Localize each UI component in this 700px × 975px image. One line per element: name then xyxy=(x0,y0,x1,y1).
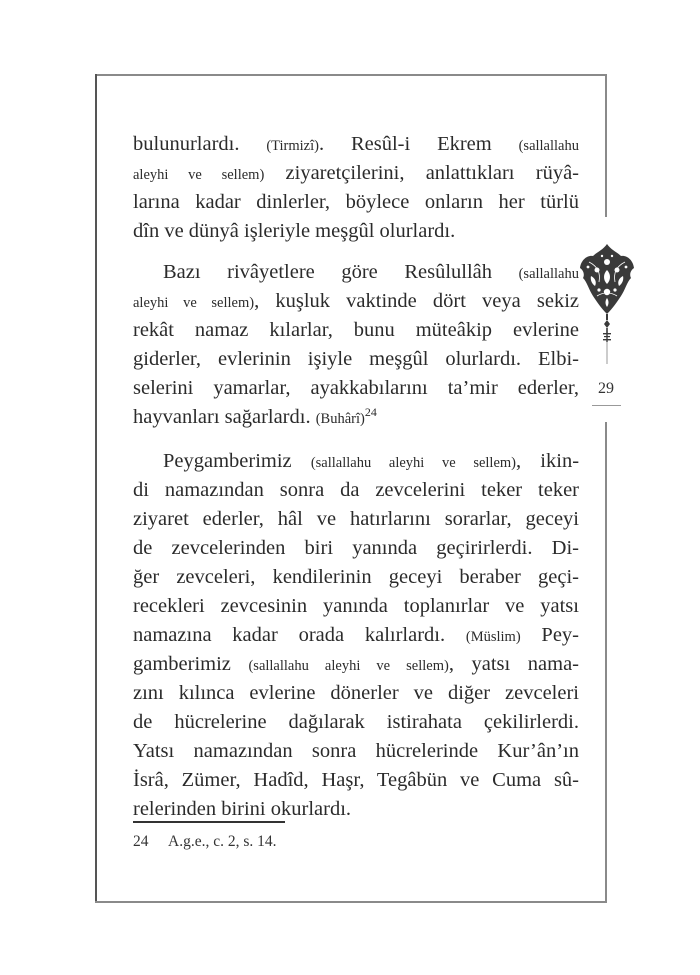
text-run: rekât namaz kılarlar, bunu müteâkip evlerine xyxy=(133,319,579,341)
text-line xyxy=(133,345,579,374)
text-line xyxy=(133,374,579,403)
text-run: relerinden birini okurlardı. xyxy=(133,798,352,820)
paragraph-2 xyxy=(133,258,579,432)
text-line xyxy=(133,592,579,621)
text-run: selerini yamarlar, ayakkabılarını ta’mir ederler, xyxy=(133,377,579,399)
text-run: namazına kadar orada kalırlardı. xyxy=(133,624,466,646)
text-line xyxy=(133,316,579,345)
text-run: Peygamberimiz xyxy=(163,450,311,472)
text-run: Yatsı namazından sonra hücrelerinde Kur’ân’ın xyxy=(133,740,579,762)
page-number-rule xyxy=(592,405,621,406)
honorific-or-citation: aleyhi ve sellem) xyxy=(133,295,255,311)
text-run: ziyaret ederler, hâl ve hatırlarını sorarlar, geceyi xyxy=(133,508,579,530)
page-frame-right-lower xyxy=(605,422,607,903)
text-line xyxy=(133,403,579,432)
text-run: de zevcelerinden biri yanında geçirirlerdi. Di- xyxy=(133,537,579,559)
text-run: dîn ve dünyâ işleriyle meşgûl olurlardı. xyxy=(133,220,456,242)
text-run: ziyaretçilerini, anlattıkları rüyâ- xyxy=(264,162,579,184)
text-line xyxy=(133,563,579,592)
text-run: , ikin- xyxy=(516,450,580,472)
text-line xyxy=(133,679,579,708)
paragraph-3 xyxy=(133,447,579,824)
page-frame-bottom xyxy=(95,901,607,903)
footnote-reference: 24 xyxy=(364,405,377,419)
text-run: . Resûl-i Ekrem xyxy=(318,133,519,155)
honorific-or-citation: (Müslim) xyxy=(465,629,521,645)
page-frame-top xyxy=(95,74,607,76)
honorific-or-citation: (Tirmizî) xyxy=(266,138,319,154)
text-run: bulunurlardı. xyxy=(133,133,267,155)
text-line xyxy=(133,737,579,766)
text-line xyxy=(133,708,579,737)
honorific-or-citation: (sallallahu xyxy=(518,266,579,282)
text-run: zını kılınca evlerine dönerler ve diğer zevceleri xyxy=(133,682,579,704)
text-run: de hücrelerine dağılarak istirahata çekilirlerdi. xyxy=(133,711,579,733)
text-run: recekleri zevcesinin yanında toplanırlar ve yatsı xyxy=(133,595,579,617)
page-frame-right-upper xyxy=(605,74,607,217)
footnote-number: 24 xyxy=(133,833,149,850)
honorific-or-citation: (sallallahu aleyhi ve sellem) xyxy=(248,658,449,674)
text-line xyxy=(133,217,579,246)
text-run: hayvanları sağarlardı. xyxy=(133,406,316,428)
text-run: Pey- xyxy=(520,624,580,646)
page-number: 29 xyxy=(598,380,614,397)
text-run: İsrâ, Zümer, Hadîd, Haşr, Tegâbün ve Cuma sû- xyxy=(133,769,579,791)
paragraph-1 xyxy=(133,130,579,246)
honorific-or-citation: (sallallahu xyxy=(518,138,579,154)
footnote-separator xyxy=(133,821,285,823)
footnote-text: A.g.e., c. 2, s. 14. xyxy=(168,833,277,850)
text-line xyxy=(133,258,579,287)
text-line xyxy=(133,621,579,650)
text-run: , yatsı nama- xyxy=(448,653,580,675)
text-line xyxy=(133,795,579,824)
text-line xyxy=(133,505,579,534)
page-frame-left xyxy=(95,74,97,903)
text-line xyxy=(133,287,579,316)
text-run: giderler, evlerinin işiyle meşgûl olurlardı. Elbi- xyxy=(133,348,579,370)
text-run: gamberimiz xyxy=(133,653,249,675)
honorific-or-citation: (sallallahu aleyhi ve sellem) xyxy=(310,455,517,471)
text-line xyxy=(133,188,579,217)
text-run: ğer zevceleri, kendilerinin geceyi beraber geçi- xyxy=(133,566,579,588)
text-line xyxy=(133,447,579,476)
text-line xyxy=(133,130,579,159)
text-run: , kuşluk vaktinde dört veya sekiz xyxy=(254,290,579,312)
text-line xyxy=(133,159,579,188)
ornament-icon xyxy=(577,242,637,367)
honorific-or-citation: (Buhârî) xyxy=(315,411,365,427)
text-line xyxy=(133,476,579,505)
text-line xyxy=(133,534,579,563)
text-run: di namazından sonra da zevcelerini teker teker xyxy=(133,479,579,501)
honorific-or-citation: aleyhi ve sellem) xyxy=(133,167,265,183)
text-line xyxy=(133,766,579,795)
text-run: larına kadar dinlerler, böylece onların her türlü xyxy=(133,191,579,213)
footnote xyxy=(133,833,277,851)
text-line xyxy=(133,650,579,679)
text-run: Bazı rivâyetlere göre Resûlullâh xyxy=(163,261,519,283)
